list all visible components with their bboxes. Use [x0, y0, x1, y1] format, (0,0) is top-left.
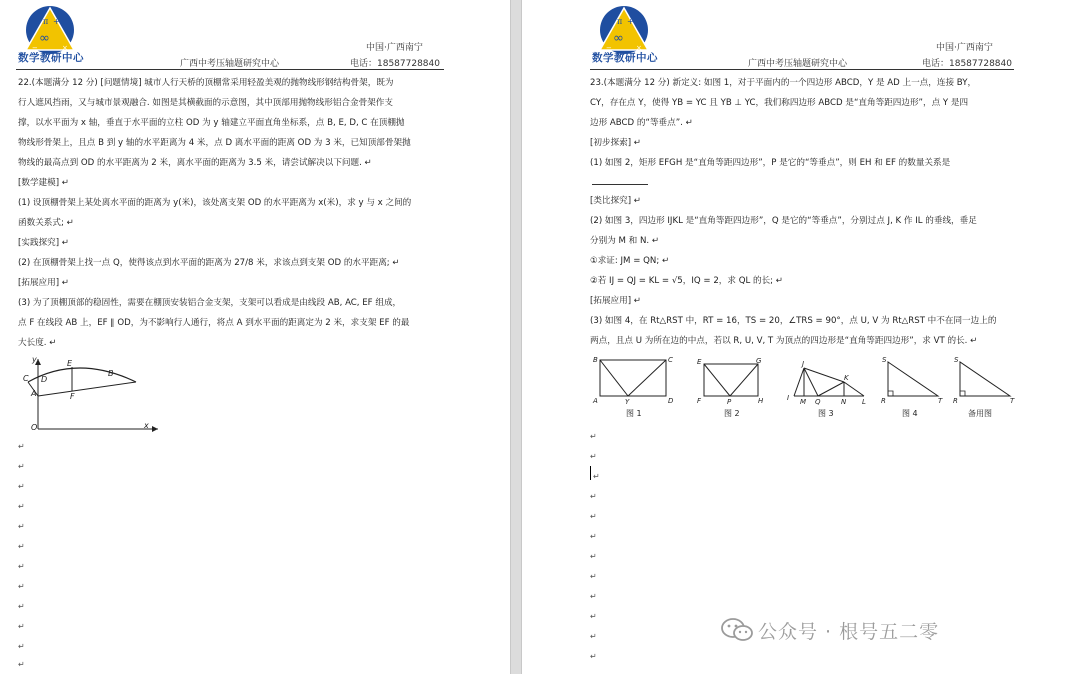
- paragraph-mark: ↵: [590, 612, 597, 621]
- right-document-page: [522, 0, 1080, 674]
- problem-line: ①求证: JM = QN; ↵: [590, 256, 670, 266]
- problem-line: (2) 如图 3，四边形 IJKL 是“直角等距四边形”，Q 是它的“等垂点”，分别过点 J, K 作 IL 的垂线，垂足: [590, 216, 977, 226]
- paragraph-mark: ↵: [18, 442, 25, 451]
- answer-blank[interactable]: [592, 184, 648, 185]
- problem-line: (1) 设顶棚骨架上某处离水平面的距离为 y(米)，该处离支架 OD 的水平距离为 x(米)，求 y 与 x 之间的: [18, 198, 412, 208]
- section-heading: [拓展应用] ↵: [18, 278, 70, 288]
- problem-line: 22.(本题满分 12 分) [问题情境] 城市人行天桥的顶棚常采用轻盈美观的抛物线形钢结构骨架，既为: [18, 78, 394, 88]
- figure-label: H: [758, 397, 764, 405]
- section-heading: [类比探究] ↵: [590, 196, 642, 206]
- paragraph-mark: ↵: [18, 562, 25, 571]
- problem-line: 23.(本题满分 12 分) 新定义: 如图 1，对于平面内的一个四边形 ABCD，Y 是 AD 上一点，连接 BY，: [590, 78, 977, 88]
- figure-label: I: [787, 394, 790, 402]
- problem-line: ②若 IJ = QJ = KL = √5，IQ = 2，求 QL 的长; ↵: [590, 276, 783, 286]
- svg-text:+: +: [627, 17, 634, 26]
- paragraph-mark: ↵: [590, 572, 597, 581]
- paragraph-mark: ↵: [590, 652, 597, 661]
- left-document-page: [0, 0, 510, 674]
- paragraph-mark: ↵: [18, 482, 25, 491]
- figure-label: A: [31, 389, 37, 398]
- problem-line: 两点，且点 U 为所在边的中点，若以 R, U, V, T 为顶点的四边形是“直角等距四边形”，求 VT 的长. ↵: [590, 336, 978, 346]
- figure-label: E: [697, 358, 702, 366]
- figure-label: B: [593, 356, 598, 364]
- paragraph-mark: ↵: [18, 502, 25, 511]
- watermark-text: 公众号 · 根号五二零: [758, 621, 940, 643]
- paragraph-mark: ↵: [18, 522, 25, 531]
- problem-line: 撑，以水平面为 x 轴，垂直于水平面的立柱 OD 为 y 轴建立平面直角坐标系，点 B, E, D, C 在顶棚抛: [18, 118, 405, 128]
- wechat-icon: [720, 616, 754, 644]
- figure-label: x: [144, 421, 149, 430]
- figure-label: S: [882, 356, 887, 364]
- region-label: 中国·广西南宁: [936, 43, 993, 53]
- problem-line: 函数关系式; ↵: [18, 218, 74, 228]
- phone-label: 电话：18587728840: [350, 59, 440, 69]
- figure-label: D: [41, 375, 48, 384]
- paragraph-mark: ↵: [590, 512, 597, 521]
- paragraph-mark: ↵: [593, 472, 600, 481]
- section-heading: [初步探索] ↵: [590, 138, 642, 148]
- center-header: 广西中考压轴题研究中心: [180, 59, 280, 69]
- section-heading: [实践探究] ↵: [18, 238, 70, 248]
- svg-text:×: ×: [62, 44, 68, 52]
- figure-label: O: [31, 423, 38, 432]
- figure-label: A: [593, 397, 598, 405]
- figure-4-diagram: [880, 354, 946, 406]
- figure-label: y: [32, 355, 37, 364]
- figure-label: T: [1010, 397, 1015, 405]
- figure-label: D: [668, 397, 674, 405]
- figure-caption: 图 4: [902, 409, 918, 418]
- figure-label: L: [862, 398, 866, 406]
- paragraph-mark: ↵: [18, 660, 25, 669]
- svg-text:+: +: [53, 17, 60, 26]
- problem-line: 行人遮风挡雨，又与城市景观融合. 如图是其横截面的示意图，其中顶部用抛物线形铝合金骨架作支: [18, 98, 393, 108]
- section-heading: [拓展应用] ↵: [590, 296, 642, 306]
- figure-label: F: [697, 397, 702, 405]
- problem-line: (3) 如图 4，在 Rt△RST 中，RT = 16，TS = 20，∠TRS = 90°，点 U, V 为 Rt△RST 中不在同一边上的: [590, 316, 997, 326]
- header-rule: [16, 69, 444, 70]
- svg-text:×: ×: [636, 44, 642, 52]
- figure-label: J: [802, 360, 805, 368]
- problem-line: 大长度. ↵: [18, 338, 57, 348]
- svg-text:π: π: [617, 17, 623, 26]
- figure-label: Y: [625, 398, 630, 406]
- brand-name: 数学教研中心: [18, 52, 84, 64]
- problem-line: (1) 如图 2，矩形 EFGH 是“直角等距四边形”，P 是它的“等垂点”，则 EH 和 EF 的数量关系是: [590, 158, 951, 168]
- text-cursor[interactable]: [590, 466, 591, 480]
- paragraph-mark: ↵: [590, 632, 597, 641]
- problem-line: (3) 为了顶棚顶部的稳固性，需要在棚顶安装铝合金支架，支架可以看成是由线段 AB, AC, EF 组成，: [18, 298, 402, 308]
- paragraph-mark: ↵: [590, 552, 597, 561]
- figure-label: R: [881, 397, 886, 405]
- paragraph-mark: ↵: [590, 532, 597, 541]
- paragraph-mark: ↵: [18, 542, 25, 551]
- brand-name: 数学教研中心: [592, 52, 658, 64]
- figure-label: C: [23, 374, 29, 383]
- svg-text:π: π: [43, 17, 49, 26]
- page-gutter: [510, 0, 522, 674]
- figure-caption: 图 2: [724, 409, 740, 418]
- paragraph-mark: ↵: [18, 622, 25, 631]
- figure-label: R: [953, 397, 958, 405]
- problem-line: 边形 ABCD 的“等垂点”. ↵: [590, 118, 693, 128]
- problem-line: 物线形骨架上，且点 B 到 y 轴的水平距离为 4 米，点 D 离水平面的距离 OD 为 3 米，已知顶部骨架抛: [18, 138, 411, 148]
- figure-label: C: [668, 356, 673, 364]
- paragraph-mark: ↵: [18, 582, 25, 591]
- figure-label: M: [800, 398, 807, 406]
- problem-line: (2) 在顶棚骨架上找一点 Q，使得该点到水平面的距离为 27/8 米，求该点到支架 OD 的水平距离; ↵: [18, 258, 400, 268]
- figure-1-diagram: [592, 354, 674, 406]
- figure-label: P: [727, 398, 732, 406]
- figure-label: F: [70, 392, 75, 401]
- paragraph-mark: ↵: [18, 462, 25, 471]
- paragraph-mark: ↵: [590, 492, 597, 501]
- svg-text:∞: ∞: [613, 31, 624, 46]
- paragraph-mark: ↵: [590, 592, 597, 601]
- paragraph-mark: ↵: [18, 602, 25, 611]
- figure-3-diagram: [786, 354, 868, 406]
- figure-label: Q: [815, 398, 821, 406]
- paragraph-mark: ↵: [18, 642, 25, 651]
- paragraph-mark: ↵: [590, 452, 597, 461]
- problem-line: CY，存在点 Y，使得 YB = YC 且 YB ⊥ YC，我们称四边形 ABCD 是“直角等距四边形”，点 Y 是四: [590, 98, 969, 108]
- figure-label: B: [108, 369, 114, 378]
- figure-caption: 图 3: [818, 409, 834, 418]
- figure-label: N: [841, 398, 847, 406]
- svg-text:∞: ∞: [39, 31, 50, 46]
- svg-text:−: −: [606, 44, 612, 52]
- problem-line: 点 F 在线段 AB 上，EF ∥ OD，为不影响行人通行，将点 A 到水平面的距离定为 2 米，求支架 EF 的最: [18, 318, 410, 328]
- figure-caption: 备用图: [968, 409, 992, 418]
- problem-line: 物线的最高点到 OD 的水平距离为 2 米，离水平面的距离为 3.5 米，请尝试解决以下问题. ↵: [18, 158, 372, 168]
- region-label: 中国·广西南宁: [366, 43, 423, 53]
- figure-label: T: [938, 397, 943, 405]
- figure-label: G: [756, 357, 762, 365]
- section-heading: [数学建模] ↵: [18, 178, 70, 188]
- figure-caption: 图 1: [626, 409, 642, 418]
- figure-label: E: [67, 359, 73, 368]
- figure-2-diagram: [696, 354, 766, 406]
- figure-label: S: [954, 356, 959, 364]
- parabola-figure: [18, 354, 168, 434]
- phone-label: 电话：18587728840: [922, 59, 1012, 69]
- paragraph-mark: ↵: [590, 432, 597, 441]
- spare-figure-diagram: [952, 354, 1018, 406]
- center-header: 广西中考压轴题研究中心: [748, 59, 848, 69]
- problem-line: 分别为 M 和 N. ↵: [590, 236, 660, 246]
- figure-label: K: [844, 374, 849, 382]
- svg-text:−: −: [32, 44, 38, 52]
- header-rule: [590, 69, 1014, 70]
